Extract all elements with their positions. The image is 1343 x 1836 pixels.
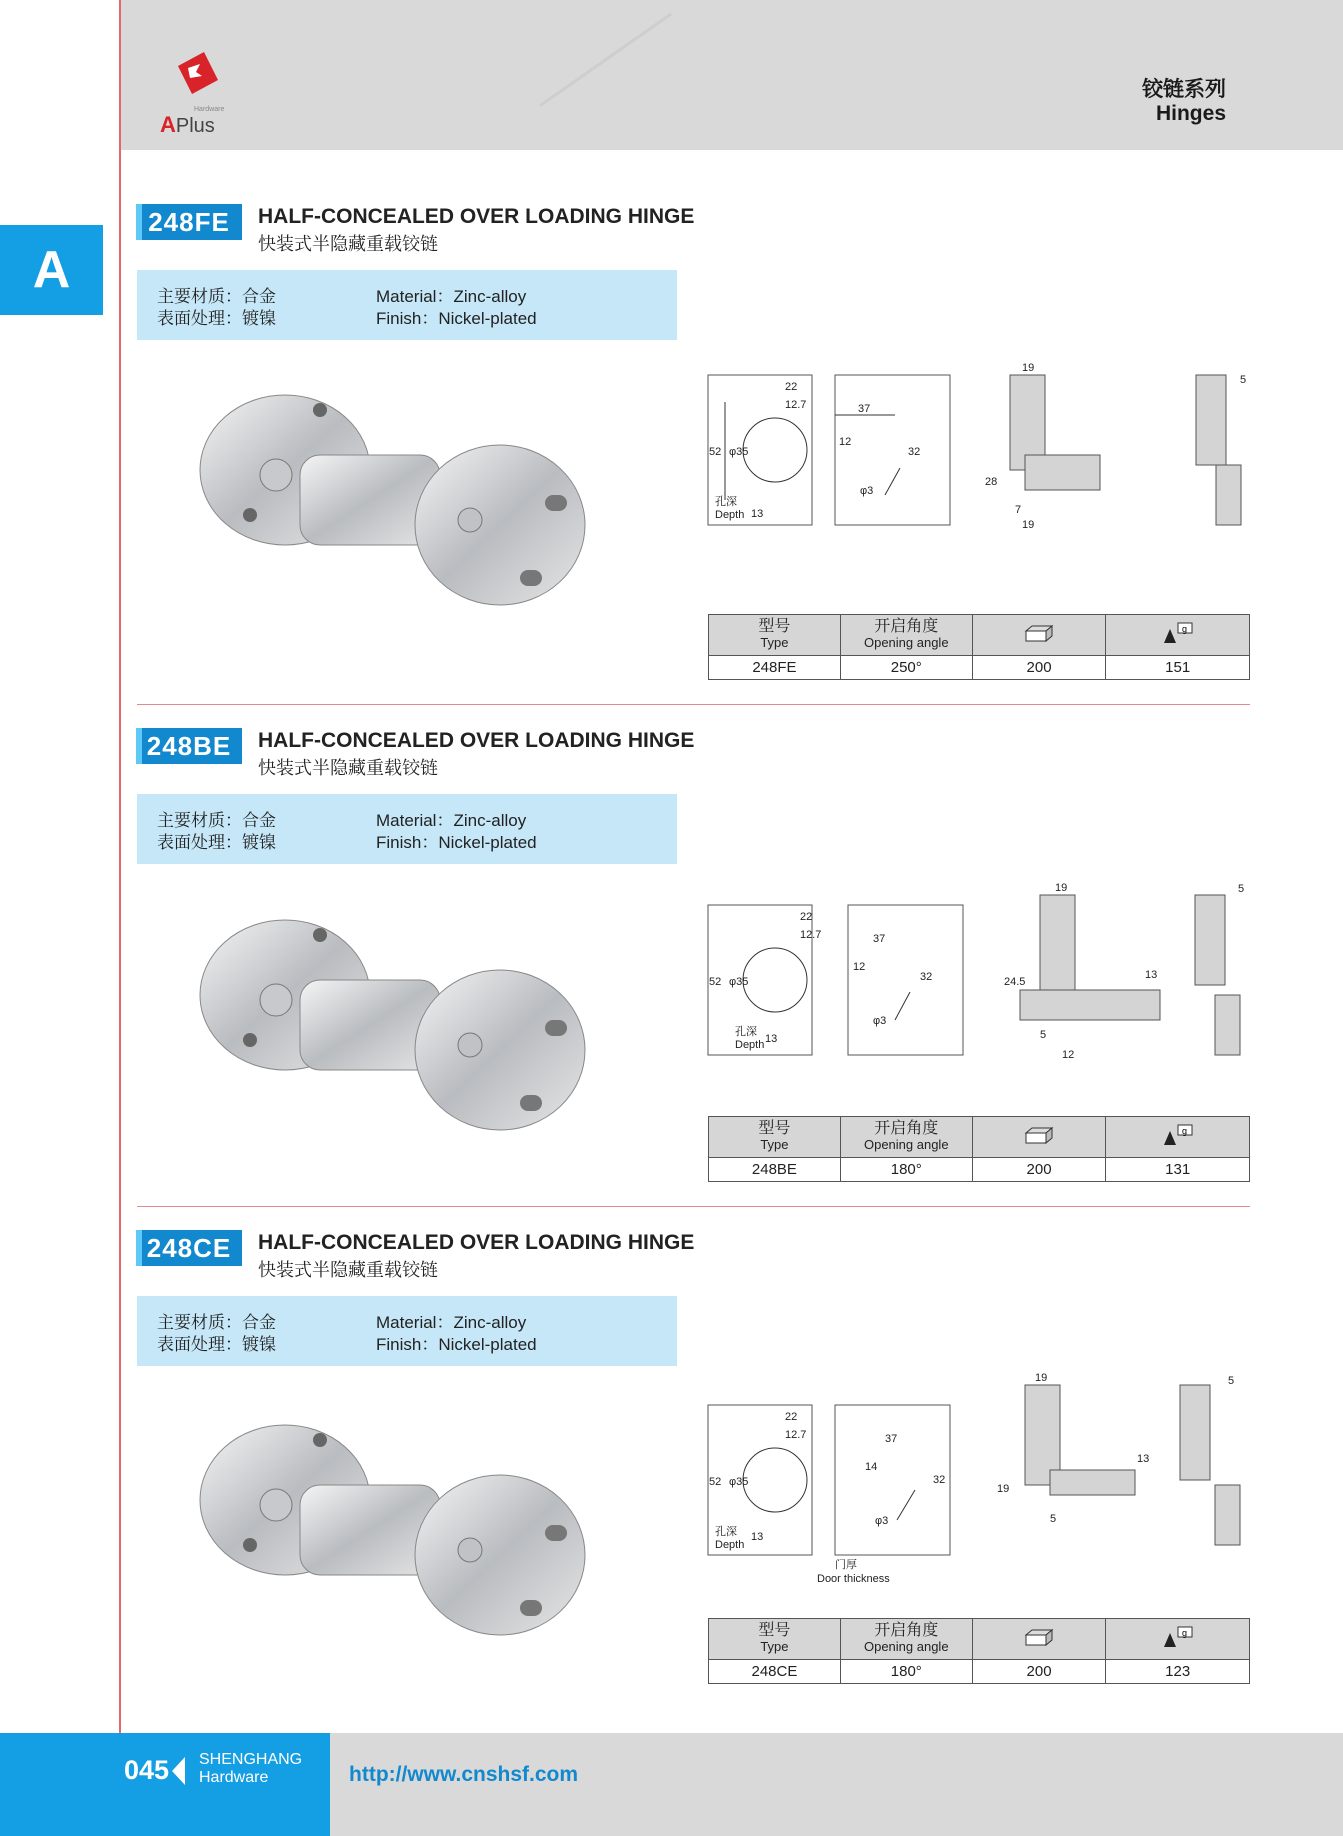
weight-value: 131: [1106, 1158, 1250, 1182]
dim-h: 37: [885, 1433, 898, 1445]
website-link[interactable]: http://www.cnshsf.com: [349, 1763, 579, 1786]
door-thickness-cn: 门厚: [835, 1559, 857, 1571]
drilling-diagram-248fe: [705, 360, 955, 530]
pack-value: 200: [972, 1660, 1106, 1684]
dim-j: 32: [908, 446, 921, 458]
product-title-cn: 快装式半隐藏重载铰链: [258, 1260, 438, 1280]
angle-header: 开启角度 Opening angle: [840, 615, 972, 656]
finish-cn: 表面处理：镀镍: [157, 309, 276, 328]
series-title-en: Hinges: [1155, 102, 1226, 125]
page-number: 045: [124, 1755, 170, 1785]
dim-p: 5: [1238, 883, 1245, 895]
dim-i: 12: [853, 961, 866, 973]
hinge-photo-248fe: [190, 375, 610, 635]
dim-f: Depth: [715, 509, 745, 521]
dim-l: 19: [1035, 1372, 1048, 1384]
dim-k: φ3: [860, 485, 874, 497]
dim-d: φ35: [729, 1476, 749, 1488]
series-title-cn: 铰链系列: [1142, 78, 1226, 101]
dim-c: 52: [709, 976, 722, 988]
dim-f: Depth: [715, 1539, 745, 1551]
material-en: Material：Zinc-alloy: [376, 811, 527, 830]
side-diagram-248be: [1000, 880, 1260, 1080]
dim-d: φ35: [729, 446, 749, 458]
product-code: 248BE: [136, 728, 242, 764]
dim-k: φ3: [875, 1515, 889, 1527]
dim-m: 19: [997, 1483, 1010, 1495]
dim-p: 5: [1240, 374, 1247, 386]
dim-a: 22: [800, 911, 813, 923]
type-header: 型号 Type: [709, 615, 841, 656]
dim-o: 5: [1040, 1029, 1047, 1041]
dim-k: φ3: [873, 1015, 887, 1027]
dim-j: 32: [933, 1474, 946, 1486]
spec-table-248fe: [708, 614, 1250, 680]
dim-i: 12: [839, 436, 852, 448]
hinge-photo-248be: [190, 900, 610, 1160]
section-divider: [137, 704, 1250, 705]
product-title-cn: 快装式半隐藏重载铰链: [258, 758, 438, 778]
header-band: [120, 0, 1343, 150]
section-tab-a[interactable]: A: [0, 225, 103, 315]
product-title-en: HALF-CONCEALED OVER LOADING HINGE: [258, 729, 695, 752]
dim-g: 13: [765, 1033, 778, 1045]
box-icon: [972, 615, 1106, 656]
side-diagram-248fe: [980, 360, 1260, 540]
hinge-photo-248ce: [190, 1405, 610, 1665]
type-value: 248BE: [709, 1158, 841, 1182]
type-value: 248FE: [709, 656, 841, 680]
side-diagram-248ce: [990, 1370, 1260, 1570]
angle-header: 开启角度 Opening angle: [840, 1117, 972, 1158]
logo-text: APlus Hardware: [160, 106, 225, 137]
dim-o: 19: [1022, 519, 1035, 531]
dim-o: 5: [1050, 1513, 1057, 1525]
box-icon: [972, 1619, 1106, 1660]
product-code: 248FE: [136, 204, 242, 240]
pack-value: 200: [972, 1158, 1106, 1182]
type-header: 型号 Type: [709, 1619, 841, 1660]
svg-text:g: g: [1181, 624, 1187, 634]
spec-band: [137, 1296, 677, 1366]
angle-value: 180°: [840, 1158, 972, 1182]
type-header: 型号 Type: [709, 1117, 841, 1158]
dim-f: Depth: [735, 1039, 765, 1051]
dim-d: φ35: [729, 976, 749, 988]
dim-p: 5: [1228, 1375, 1235, 1387]
dim-q: 12: [1062, 1049, 1075, 1061]
dim-i: 14: [865, 1461, 878, 1473]
product-title-en: HALF-CONCEALED OVER LOADING HINGE: [258, 1231, 695, 1254]
drilling-diagram-248ce: [705, 1390, 965, 1590]
angle-header: 开启角度 Opening angle: [840, 1619, 972, 1660]
dim-g: 13: [751, 508, 764, 520]
angle-value: 250°: [840, 656, 972, 680]
finish-en: Finish：Nickel-plated: [376, 1335, 537, 1354]
material-cn: 主要材质：合金: [157, 287, 276, 306]
finish-en: Finish：Nickel-plated: [376, 833, 537, 852]
weight-value: 123: [1106, 1660, 1250, 1684]
dim-l: 19: [1055, 882, 1068, 894]
weight-g-icon: [1106, 1117, 1250, 1158]
dim-l: 19: [1022, 362, 1035, 374]
dim-m: 28: [985, 476, 998, 488]
pack-value: 200: [972, 656, 1106, 680]
drilling-diagram-248be: [705, 890, 975, 1060]
series-title: [1142, 78, 1226, 126]
dim-j: 32: [920, 971, 933, 983]
dim-e: 孔深: [715, 1526, 737, 1538]
spec-band: [137, 794, 677, 864]
dim-n: 13: [1137, 1453, 1150, 1465]
dim-e: 孔深: [715, 496, 737, 508]
dim-c: 52: [709, 446, 722, 458]
company-name: SHENGHANG Hardware: [199, 1751, 303, 1786]
material-cn: 主要材质：合金: [157, 811, 276, 830]
spec-table-248be: [708, 1116, 1250, 1182]
dim-e: 孔深: [735, 1026, 757, 1038]
finish-en: Finish：Nickel-plated: [376, 309, 537, 328]
weight-value: 151: [1106, 656, 1250, 680]
spec-table-248ce: [708, 1618, 1250, 1684]
left-margin-rule: [119, 0, 121, 1836]
finish-cn: 表面处理：镀镍: [157, 1335, 276, 1354]
product-title-en: HALF-CONCEALED OVER LOADING HINGE: [258, 205, 695, 228]
product-code: 248CE: [136, 1230, 242, 1266]
material-cn: 主要材质：合金: [157, 1313, 276, 1332]
dim-m: 24.5: [1004, 976, 1026, 988]
dim-g: 13: [751, 1531, 764, 1543]
dim-b: 12.7: [785, 399, 807, 411]
dim-n: 13: [1145, 969, 1158, 981]
page-arrow-icon: [172, 1757, 185, 1785]
material-en: Material：Zinc-alloy: [376, 1313, 527, 1332]
door-thickness-en: Door thickness: [817, 1573, 890, 1585]
box-icon: [972, 1117, 1106, 1158]
weight-g-icon: [1106, 615, 1250, 656]
finish-cn: 表面处理：镀镍: [157, 833, 276, 852]
type-value: 248CE: [709, 1660, 841, 1684]
dim-h: 37: [858, 403, 871, 415]
dim-c: 52: [709, 1476, 722, 1488]
dim-b: 12.7: [800, 929, 822, 941]
spec-band: [137, 270, 677, 340]
section-divider: [137, 1206, 1250, 1207]
product-title-cn: 快装式半隐藏重载铰链: [258, 234, 438, 254]
svg-text:g: g: [1181, 1628, 1187, 1638]
material-en: Material：Zinc-alloy: [376, 287, 527, 306]
dim-b: 12.7: [785, 1429, 807, 1441]
weight-g-icon: [1106, 1619, 1250, 1660]
svg-text:g: g: [1181, 1126, 1187, 1136]
dim-h: 37: [873, 933, 886, 945]
angle-value: 180°: [840, 1660, 972, 1684]
dim-a: 22: [785, 381, 798, 393]
dim-a: 22: [785, 1411, 798, 1423]
dim-n: 7: [1015, 504, 1022, 516]
